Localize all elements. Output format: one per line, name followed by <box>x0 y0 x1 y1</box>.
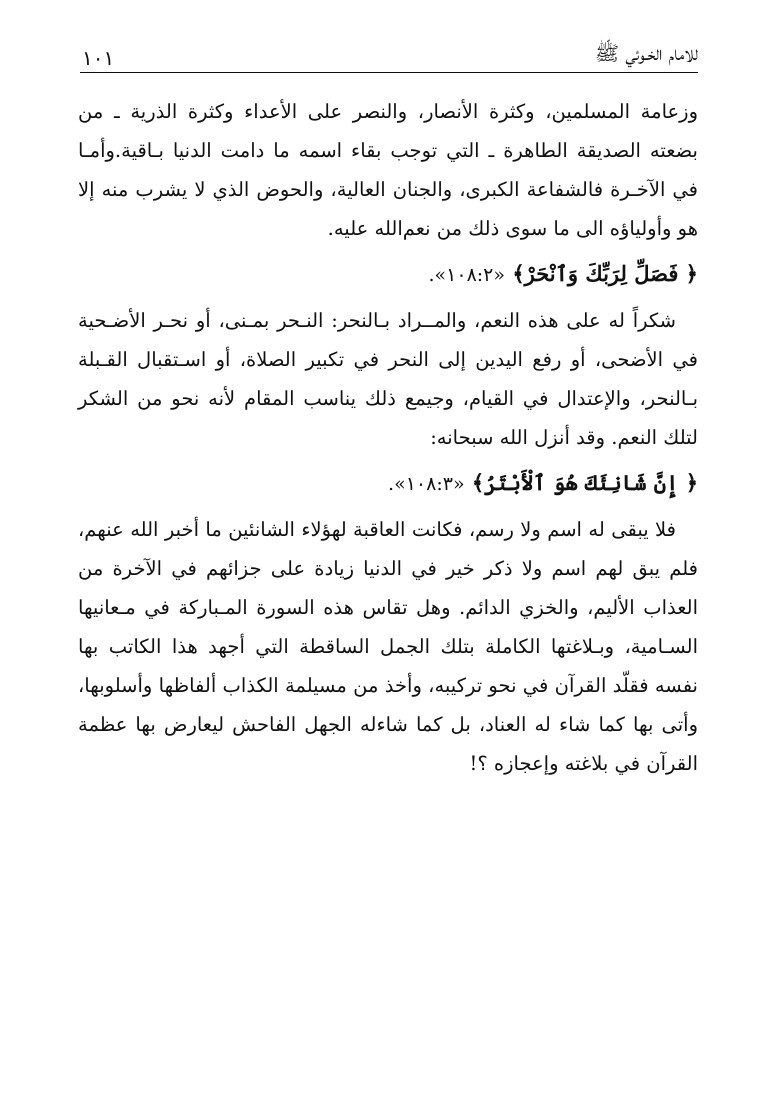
body-text <box>78 92 698 783</box>
verse-2-reference: «١٠٨:٣». <box>388 473 465 495</box>
paragraph-3: فلا يبقى له اسم ولا رسم، فكانت العاقبة لهؤلاء الشانئين ما أخبر الله عنهم، فلم يبق لهم اسم ولا ذكر خير في الدنيا زيادة على جزائهم في الآخرة من العذاب الأليم، والخزي الدائم. وهل تقاس هذه السورة المـباركة في مـعانيها السـامية، وبـلاغتها الكاملة بتلك الجمل الساقطة التي أجهد هذا الكاتب بها نفسه فقلّد القرآن في نحو تركيبه، وأخذ من مسيلمة الكذاب ألفاظها وأسلوبها، وأتى بها كما شاء له العناد، بل كما شاءله الجهل الفاحش ليعارض بها عظمة القرآن في بلاغته وإعجازه ؟! <box>78 518 698 775</box>
running-header <box>82 30 698 70</box>
verse-2-text: ﴿ إِنَّ شَانِئَكَ هُوَ ٱلْأَبْتَرُ﴾ <box>471 470 698 495</box>
quran-verse-2 <box>78 457 698 510</box>
page-number: ١٠١ <box>82 46 115 70</box>
header-rule <box>80 72 698 73</box>
header-title: للامام الخـوئي ﷺ <box>594 41 698 65</box>
paragraph-2: شكراً له على هذه النعم، والمــراد بـالنحر: النـحر بمـنى، أو نحـر الأضـحية في الأضحى، أو رفع اليدين إلى النحر في تكبير الصلاة، أو اسـتقبال القـبلة بـالنحر، والإعتدال في القيام، وجيمع ذلك يناسب المقام لأنه نحو من الشكر لتلك النعم. وقد أنزل الله سبحانه: <box>78 309 698 449</box>
verse-1-text: ﴿ فَصَلِّ لِرَبِّكَ وَٱنْحَرْ﴾ <box>512 261 698 286</box>
verse-1-reference: «١٠٨:٢». <box>428 264 506 286</box>
paragraph-1: وزعامة المسلمين، وكثرة الأنصار، والنصر على الأعداء وكثرة الذرية ـ من بضعته الصديقة الطاهرة ـ التي توجب بقاء اسمه ما دامت الدنيا بـاقية.وأمـا في الآخـرة فالشفاعة الكبرى، والجنان العالية، والحوض الذي لا يشرب منه إلا هو وأولياؤه الى ما سوى ذلك من نعم‌الله عليه. <box>78 100 698 240</box>
quran-verse-1 <box>78 248 698 301</box>
